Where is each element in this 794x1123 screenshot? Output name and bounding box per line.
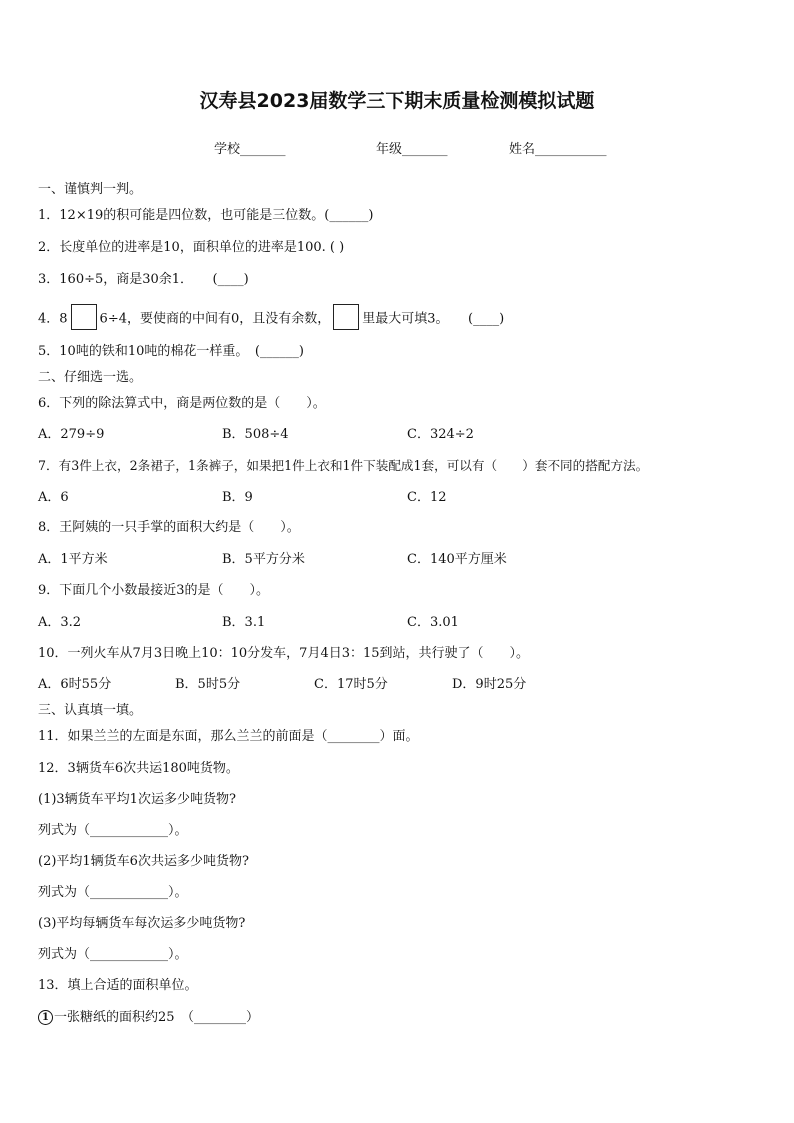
option-b: B．5时5分 <box>175 677 241 692</box>
grade-field: 年级_______ <box>376 142 448 157</box>
option-c: C．12 <box>407 490 447 505</box>
question-1: 1．12×19的积可能是四位数，也可能是三位数。(______) <box>38 208 374 223</box>
question-9: 9．下面几个小数最接近3的是（ ）。 <box>38 583 270 598</box>
question-12-part1: (1)3辆货车平均1次运多少吨货物? <box>38 792 236 807</box>
option-b: B．9 <box>222 490 253 505</box>
answer-line: 列式为（____________）。 <box>38 885 188 900</box>
section-heading: 一、谨慎判一判。 <box>38 182 143 197</box>
option-c: C．17时5分 <box>314 677 388 692</box>
question-11: 11．如果兰兰的左面是东面，那么兰兰的前面是（________）面。 <box>38 729 419 744</box>
page-title: 汉寿县2023届数学三下期末质量检测模拟试题 <box>199 90 595 112</box>
option-a: A．6 <box>38 490 69 505</box>
question-13: 13．填上合适的面积单位。 <box>38 978 198 993</box>
section-heading: 二、仔细选一选。 <box>38 370 143 385</box>
school-field: 学校_______ <box>214 142 286 157</box>
option-b: B．508÷4 <box>222 427 289 442</box>
blank-box <box>71 304 97 330</box>
question-12: 12．3辆货车6次共运180吨货物。 <box>38 761 239 776</box>
option-b: B．5平方分米 <box>222 552 305 567</box>
question-4-part2: 6÷4，要使商的中间有0，且没有余数， <box>99 311 331 327</box>
question-7: 7．有3件上衣，2条裙子，1条裤子，如果把1件上衣和1件下装配成1套，可以有（ ）套不同的搭配方法。 <box>38 458 649 473</box>
question-6: 6．下列的除法算式中，商是两位数的是（ ）。 <box>38 396 326 411</box>
question-3: 3．160÷5，商是30余1． (____) <box>38 272 249 287</box>
question-13-item1-text: 一张糖纸的面积约25 （________） <box>54 1010 260 1025</box>
section-heading: 三、认真填一填。 <box>38 703 143 718</box>
question-13-item1 <box>38 1009 259 1027</box>
option-c: C．3.01 <box>407 615 459 630</box>
name-field: 姓名___________ <box>509 142 607 157</box>
circled-number: 1 <box>38 1010 53 1025</box>
option-a: A．3.2 <box>38 615 82 630</box>
option-a: A．279÷9 <box>38 427 105 442</box>
question-5: 5．10吨的铁和10吨的棉花一样重。 (______) <box>38 344 304 359</box>
question-8: 8．王阿姨的一只手掌的面积大约是（ ）。 <box>38 520 300 535</box>
option-b: B．3.1 <box>222 615 266 630</box>
question-12-part2: (2)平均1辆货车6次共运多少吨货物? <box>38 854 249 869</box>
question-12-part3: (3)平均每辆货车每次运多少吨货物? <box>38 916 246 931</box>
question-4-part1: 4．8 <box>38 311 68 327</box>
option-c: C．324÷2 <box>407 427 474 442</box>
blank-box <box>333 304 359 330</box>
question-4 <box>38 306 504 332</box>
option-c: C．140平方厘米 <box>407 552 507 567</box>
answer-line: 列式为（____________）。 <box>38 823 188 838</box>
option-a: A．1平方米 <box>38 552 108 567</box>
answer-line: 列式为（____________）。 <box>38 947 188 962</box>
option-d: D．9时25分 <box>452 677 527 692</box>
option-a: A．6时55分 <box>38 677 112 692</box>
question-10: 10．一列火车从7月3日晚上10：10分发车，7月4日3：15到站，共行驶了（ ）。 <box>38 646 530 661</box>
question-4-part3: 里最大可填3。 (____) <box>362 311 505 327</box>
question-2: 2．长度单位的进率是10，面积单位的进率是100. ( ) <box>38 240 345 255</box>
